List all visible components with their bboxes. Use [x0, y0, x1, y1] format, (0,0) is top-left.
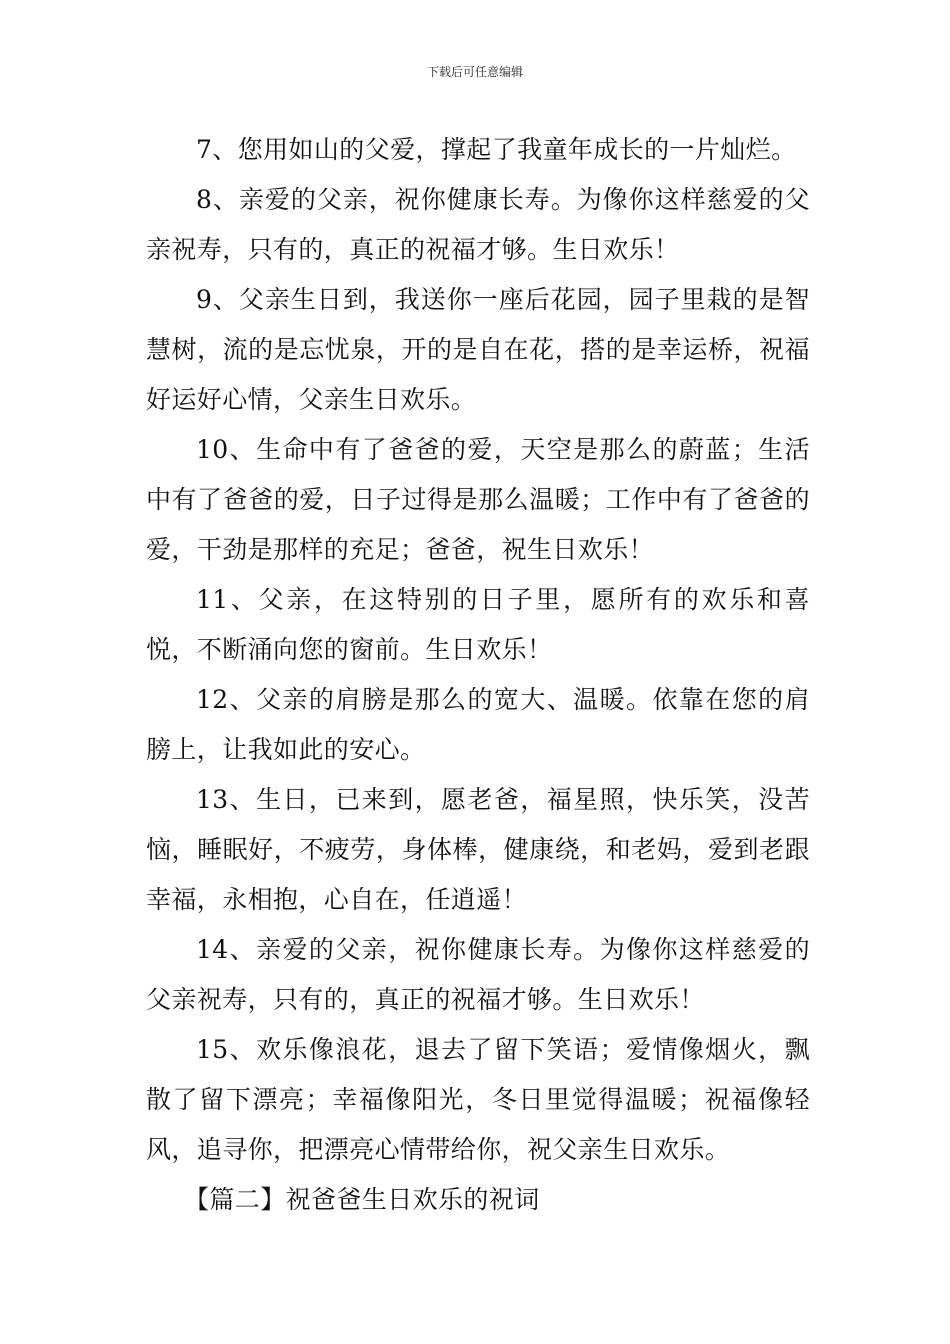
paragraph-14: 14、亲爱的父亲，祝你健康长寿。为像你这样慈爱的父亲祝寿，只有的，真正的祝福才够。生日欢乐！: [146, 935, 810, 1014]
paragraph-8: 8、亲爱的父亲，祝你健康长寿。为像你这样慈爱的父亲祝寿，只有的，真正的祝福才够。生日欢乐！: [146, 185, 810, 264]
document-body: [146, 125, 810, 1225]
section-title: 【篇二】祝爸爸生日欢乐的祝词: [184, 1185, 540, 1214]
paragraph-12: 12、父亲的肩膀是那么的宽大、温暖。依靠在您的肩膀上，让我如此的安心。: [146, 685, 810, 764]
paragraph-7: 7、您用如山的父爱，撑起了我童年成长的一片灿烂。: [196, 135, 797, 164]
page-header-note: 下载后可任意编辑: [426, 65, 523, 79]
paragraph-9: 9、父亲生日到，我送你一座后花园，园子里栽的是智慧树，流的是忘忧泉，开的是自在花，搭的是幸运桥，祝福好运好心情，父亲生日欢乐。: [146, 285, 810, 414]
paragraph-11: 11、父亲，在这特别的日子里，愿所有的欢乐和喜悦，不断涌向您的窗前。生日欢乐！: [146, 585, 810, 664]
paragraph-10: 10、生命中有了爸爸的爱，天空是那么的蔚蓝；生活中有了爸爸的爱，日子过得是那么温暖；工作中有了爸爸的爱，干劲是那样的充足；爸爸，祝生日欢乐！: [146, 435, 810, 564]
paragraph-13: 13、生日，已来到，愿老爸，福星照，快乐笑，没苦恼，睡眠好，不疲劳，身体棒，健康绕，和老妈，爱到老跟幸福，永相抱，心自在，任逍遥！: [146, 785, 810, 914]
paragraph-15: 15、欢乐像浪花，退去了留下笑语；爱情像烟火，飘散了留下漂亮；幸福像阳光，冬日里觉得温暖；祝福像轻风，追寻你，把漂亮心情带给你，祝父亲生日欢乐。: [146, 1035, 810, 1164]
